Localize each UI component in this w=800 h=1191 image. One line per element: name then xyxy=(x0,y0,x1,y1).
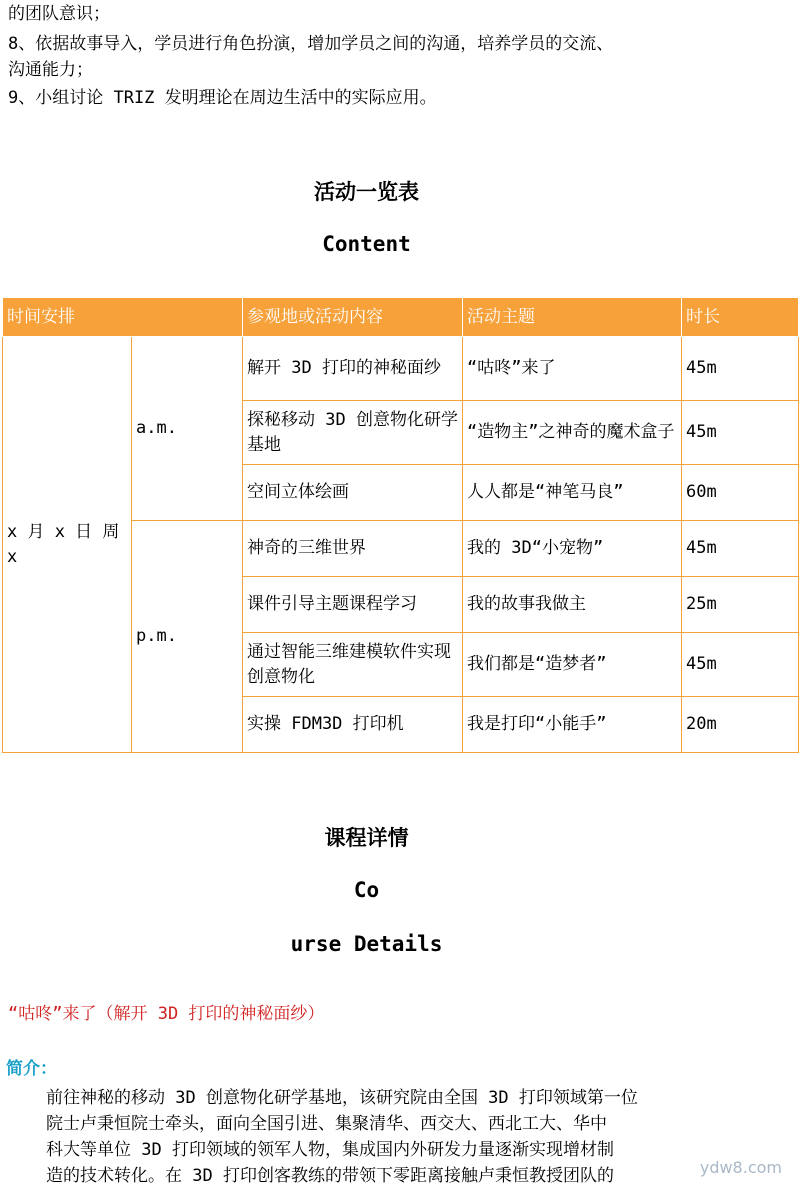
schedule-table xyxy=(2,297,799,753)
date-cell: x 月 x 日 周 x xyxy=(3,337,132,753)
table-row xyxy=(3,337,799,401)
header-time: 时间安排 xyxy=(3,298,243,337)
header-duration: 时长 xyxy=(682,298,799,337)
table-header-row xyxy=(3,298,799,337)
watermark: ydw8.com xyxy=(699,1158,782,1177)
content-cell: 神奇的三维世界 xyxy=(243,521,463,577)
header-theme: 活动主题 xyxy=(463,298,682,337)
duration-cell: 45m xyxy=(682,633,799,697)
theme-cell: 我的故事我做主 xyxy=(463,577,682,633)
intro-line: 的团队意识； xyxy=(8,4,110,24)
theme-cell: “咕咚”来了 xyxy=(463,337,682,401)
duration-cell: 45m xyxy=(682,401,799,465)
schedule-subtitle: Content xyxy=(322,232,411,256)
content-cell: 通过智能三维建模软件实现创意物化 xyxy=(243,633,463,697)
theme-cell: 我是打印“小能手” xyxy=(463,697,682,753)
course-intro-line: 造的技术转化。在 3D 打印创客教练的带领下零距离接触卢秉恒教授团队的 xyxy=(46,1166,614,1186)
content-cell: 探秘移动 3D 创意物化研学基地 xyxy=(243,401,463,465)
intro-line: 沟通能力； xyxy=(8,60,93,80)
details-subtitle-part2: urse Details xyxy=(290,932,443,956)
header-content: 参观地或活动内容 xyxy=(243,298,463,337)
intro-line: 8、依据故事导入，学员进行角色扮演，增加学员之间的沟通，培养学员的交流、 xyxy=(8,34,614,54)
schedule-title: 活动一览表 xyxy=(314,180,419,204)
duration-cell: 45m xyxy=(682,521,799,577)
content-cell: 实操 FDM3D 打印机 xyxy=(243,697,463,753)
theme-cell: 我们都是“造梦者” xyxy=(463,633,682,697)
duration-cell: 20m xyxy=(682,697,799,753)
course-title: “咕咚”来了（解开 3D 打印的神秘面纱） xyxy=(8,1004,325,1024)
intro-line: 9、小组讨论 TRIZ 发明理论在周边生活中的实际应用。 xyxy=(8,88,437,108)
details-title: 课程详情 xyxy=(324,826,409,850)
am-cell: a.m. xyxy=(132,337,243,521)
course-intro-line: 前往神秘的移动 3D 创意物化研学基地，该研究院由全国 3D 打印领域第一位 xyxy=(46,1088,638,1108)
duration-cell: 45m xyxy=(682,337,799,401)
pm-cell: p.m. xyxy=(132,521,243,753)
theme-cell: 人人都是“神笔马良” xyxy=(463,465,682,521)
duration-cell: 25m xyxy=(682,577,799,633)
duration-cell: 60m xyxy=(682,465,799,521)
course-intro-line: 科大等单位 3D 打印领域的领军人物，集成国内外研发力量逐渐实现增材制 xyxy=(46,1140,614,1160)
content-cell: 解开 3D 打印的神秘面纱 xyxy=(243,337,463,401)
theme-cell: “造物主”之神奇的魔术盒子 xyxy=(463,401,682,465)
content-cell: 课件引导主题课程学习 xyxy=(243,577,463,633)
theme-cell: 我的 3D“小宠物” xyxy=(463,521,682,577)
course-intro-line: 院士卢秉恒院士牵头，面向全国引进、集聚清华、西交大、西北工大、华中 xyxy=(46,1114,607,1134)
content-cell: 空间立体绘画 xyxy=(243,465,463,521)
details-subtitle-part1: Co xyxy=(353,878,380,902)
intro-label: 简介： xyxy=(6,1059,57,1079)
